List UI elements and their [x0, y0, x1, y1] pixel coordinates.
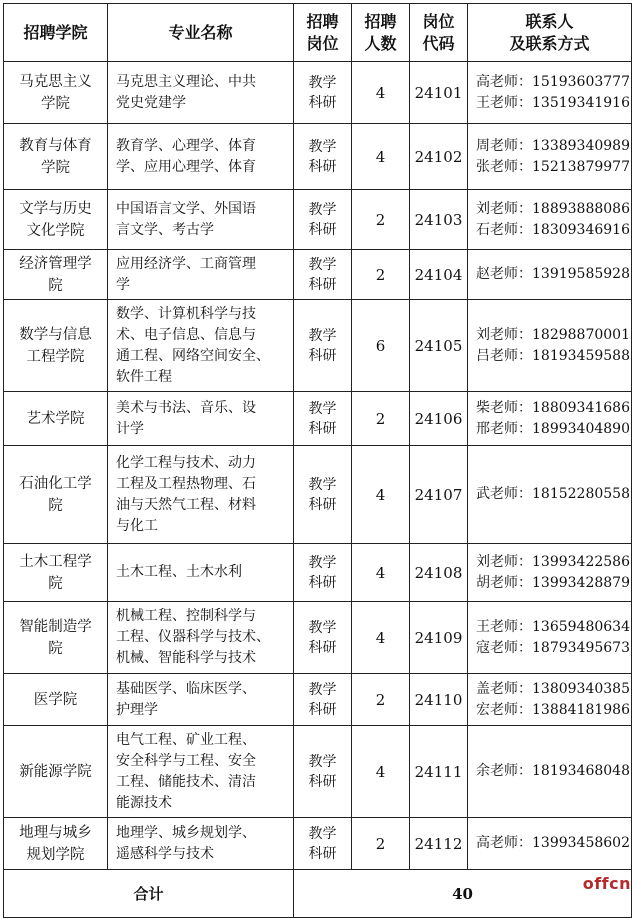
code-cell: 24107 [410, 446, 468, 544]
table-row [4, 446, 632, 544]
contact-cell: 余老师：18193468048 [468, 726, 632, 818]
table-row [4, 300, 632, 392]
post-cell: 教学 科研 [294, 602, 352, 674]
header-contact: 联系人 及联系方式 [468, 4, 632, 62]
count-cell: 2 [352, 392, 410, 446]
table-row [4, 818, 632, 870]
major-cell: 地理学、城乡规划学、 遥感科学与技术 [108, 818, 294, 870]
recruitment-table [3, 3, 632, 918]
major-cell: 电气工程、矿业工程、 安全科学与工程、安全 工程、储能技术、清洁 能源技术 [108, 726, 294, 818]
table-row [4, 392, 632, 446]
post-cell: 教学 科研 [294, 392, 352, 446]
post-cell: 教学 科研 [294, 300, 352, 392]
header-count: 招聘 人数 [352, 4, 410, 62]
table-row [4, 726, 632, 818]
college-cell: 新能源学院 [4, 726, 108, 818]
major-cell: 数学、计算机科学与技 术、电子信息、信息与 通工程、网络空间安全、 软件工程 [108, 300, 294, 392]
college-cell: 石油化工学 院 [4, 446, 108, 544]
college-cell: 马克思主义 学院 [4, 62, 108, 124]
contact-cell: 刘老师：18298870001 吕老师：18193459588 [468, 300, 632, 392]
major-cell: 美术与书法、音乐、设 计学 [108, 392, 294, 446]
contact-cell: 赵老师：13919585928 [468, 250, 632, 300]
college-cell: 医学院 [4, 674, 108, 726]
header-major: 专业名称 [108, 4, 294, 62]
table-row [4, 124, 632, 190]
count-cell: 4 [352, 62, 410, 124]
college-cell: 智能制造学 院 [4, 602, 108, 674]
college-cell: 文学与历史 文化学院 [4, 190, 108, 250]
count-cell: 2 [352, 818, 410, 870]
contact-cell: 高老师：13993458602 [468, 818, 632, 870]
code-cell: 24101 [410, 62, 468, 124]
count-cell: 2 [352, 674, 410, 726]
table-row [4, 190, 632, 250]
contact-cell: 刘老师：18893888086 石老师：18309346916 [468, 190, 632, 250]
contact-cell: 盖老师：13809340385 宏老师：13884181986 [468, 674, 632, 726]
total-label: 合计 [4, 870, 294, 918]
code-cell: 24109 [410, 602, 468, 674]
code-cell: 24102 [410, 124, 468, 190]
table-row [4, 602, 632, 674]
table-row [4, 674, 632, 726]
major-cell: 应用经济学、工商管理 学 [108, 250, 294, 300]
major-cell: 机械工程、控制科学与 工程、仪器科学与技术、 机械、智能科学与技术 [108, 602, 294, 674]
header-code: 岗位 代码 [410, 4, 468, 62]
college-cell: 地理与城乡 规划学院 [4, 818, 108, 870]
college-cell: 教育与体育 学院 [4, 124, 108, 190]
contact-cell: 高老师：15193603777 王老师：13519341916 [468, 62, 632, 124]
code-cell: 24103 [410, 190, 468, 250]
table-row [4, 62, 632, 124]
header-row [4, 4, 632, 62]
contact-cell: 周老师：13389340989 张老师：15213879977 [468, 124, 632, 190]
code-cell: 24106 [410, 392, 468, 446]
contact-cell: 刘老师：13993422586 胡老师：13993428879 [468, 544, 632, 602]
college-cell: 经济管理学 院 [4, 250, 108, 300]
major-cell: 基础医学、临床医学、 护理学 [108, 674, 294, 726]
table-row [4, 544, 632, 602]
post-cell: 教学 科研 [294, 544, 352, 602]
major-cell: 教育学、心理学、体育 学、应用心理学、体育 [108, 124, 294, 190]
post-cell: 教学 科研 [294, 250, 352, 300]
count-cell: 4 [352, 726, 410, 818]
code-cell: 24111 [410, 726, 468, 818]
header-post: 招聘 岗位 [294, 4, 352, 62]
post-cell: 教学 科研 [294, 726, 352, 818]
college-cell: 土木工程学 院 [4, 544, 108, 602]
code-cell: 24112 [410, 818, 468, 870]
header-college: 招聘学院 [4, 4, 108, 62]
count-cell: 4 [352, 602, 410, 674]
code-cell: 24108 [410, 544, 468, 602]
college-cell: 数学与信息 工程学院 [4, 300, 108, 392]
count-cell: 4 [352, 124, 410, 190]
post-cell: 教学 科研 [294, 190, 352, 250]
college-cell: 艺术学院 [4, 392, 108, 446]
major-cell: 马克思主义理论、中共 党史党建学 [108, 62, 294, 124]
total-row [4, 870, 632, 918]
code-cell: 24105 [410, 300, 468, 392]
post-cell: 教学 科研 [294, 446, 352, 544]
code-cell: 24110 [410, 674, 468, 726]
contact-cell: 柴老师：18809341686 邢老师：18993404890 [468, 392, 632, 446]
code-cell: 24104 [410, 250, 468, 300]
post-cell: 教学 科研 [294, 62, 352, 124]
major-cell: 化学工程与技术、动力 工程及工程热物理、石 油与天然气工程、材料 与化工 [108, 446, 294, 544]
post-cell: 教学 科研 [294, 818, 352, 870]
major-cell: 土木工程、土木水利 [108, 544, 294, 602]
offcn-watermark: offcn [582, 874, 631, 893]
count-cell: 4 [352, 544, 410, 602]
table-row [4, 250, 632, 300]
contact-cell: 武老师：18152280558 [468, 446, 632, 544]
count-cell: 6 [352, 300, 410, 392]
count-cell: 2 [352, 190, 410, 250]
total-value: 40 [294, 870, 632, 918]
post-cell: 教学 科研 [294, 124, 352, 190]
major-cell: 中国语言文学、外国语 言文学、考古学 [108, 190, 294, 250]
count-cell: 4 [352, 446, 410, 544]
contact-cell: 王老师：13659480634 寇老师：18793495673 [468, 602, 632, 674]
count-cell: 2 [352, 250, 410, 300]
post-cell: 教学 科研 [294, 674, 352, 726]
